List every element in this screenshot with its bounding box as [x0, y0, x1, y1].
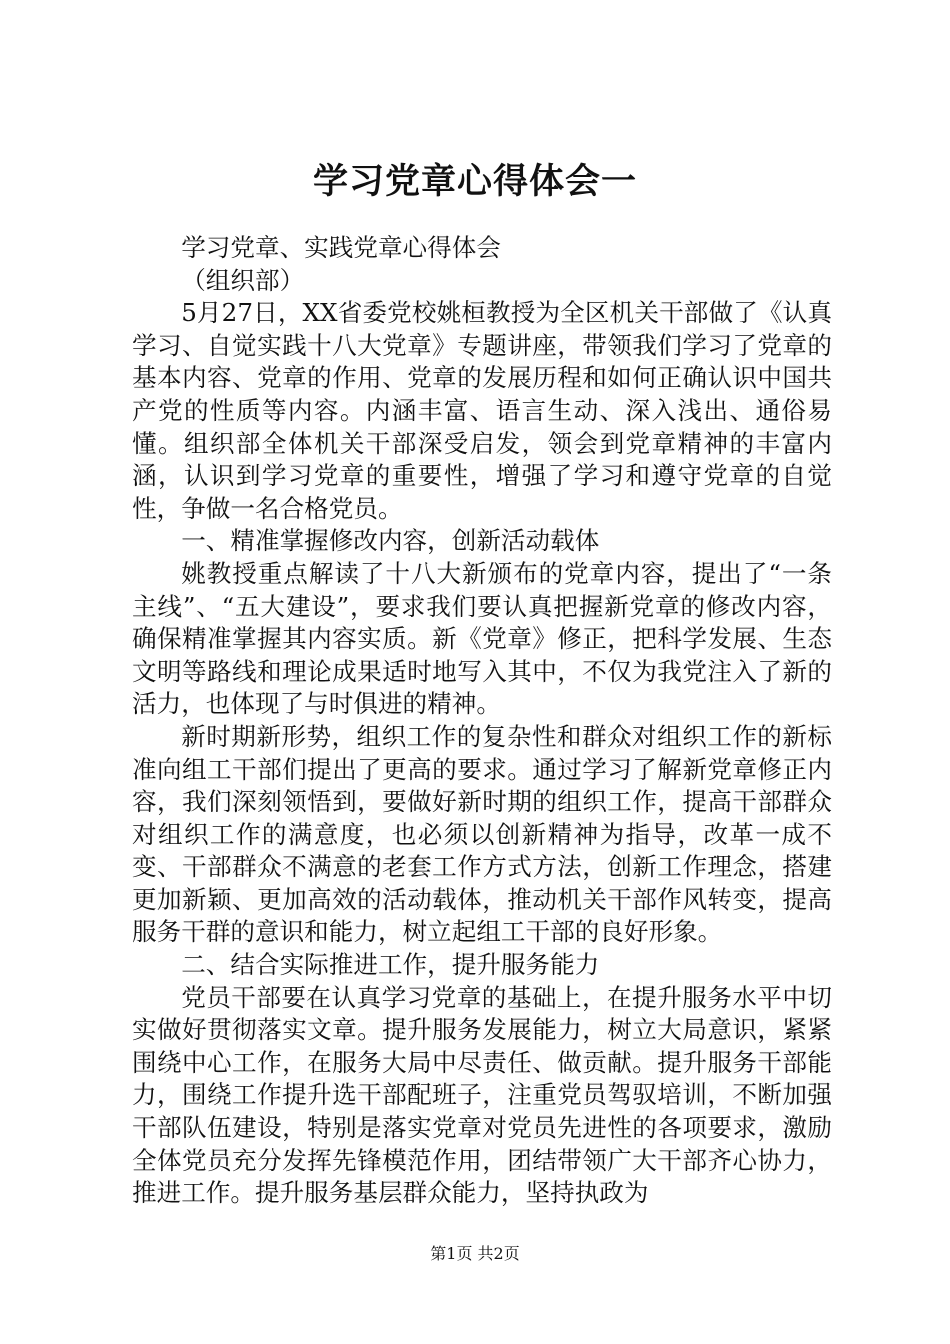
body-paragraph: 党员干部要在认真学习党章的基础上，在提升服务水平中切实做好贯彻落实文章。提升服务发展能力，树立大局意识，紧紧围绕中心工作，在服务大局中尽责任、做贡献。提升服务干部能力，围绕工作提升选干部配班子，注重党员驾驭培训，不断加强干部队伍建设，特别是落实党章对党员先进性的各项要求，激励全体党员充分发挥先锋模范作用，团结带领广大干部齐心协力，推进工作。提升服务基层群众能力，坚持执政为	[132, 982, 832, 1208]
body-paragraph: 姚教授重点解读了十八大新颁布的党章内容，提出了“一条主线”、“五大建设”，要求我们要认真把握新党章的修改内容，确保精准掌握其内容实质。新《党章》修正，把科学发展、生态文明等路线和理论成果适时地写入其中，不仅为我党注入了新的活力，也体现了与时俱进的精神。	[132, 558, 832, 719]
document-body	[132, 232, 832, 1210]
page-footer: 第1页 共2页	[430, 1244, 520, 1263]
department-note: （组织部）	[181, 265, 305, 295]
body-paragraph: 5月27日，XX省委党校姚桓教授为全区机关干部做了《认真学习、自觉实践十八大党章》专题讲座，带领我们学习了党章的基本内容、党章的作用、党章的发展历程和如何正确认识中国共产党的性质等内容。内涵丰富、语言生动、深入浅出、通俗易懂。组织部全体机关干部深受启发，领会到党章精神的丰富内涵，认识到学习党章的重要性，增强了学习和遵守党章的自觉性，争做一名合格党员。	[132, 298, 832, 523]
section-heading-2: 二、结合实际推进工作，提升服务能力	[181, 950, 600, 980]
subtitle: 学习党章、实践党章心得体会	[181, 233, 501, 262]
document-title: 学习党章心得体会一	[312, 161, 637, 202]
body-paragraph: 新时期新形势，组织工作的复杂性和群众对组织工作的新标准向组工干部们提出了更高的要求。通过学习了解新党章修正内容，我们深刻领悟到，要做好新时期的组织工作，提高干部群众对组织工作的满意度，也必须以创新精神为指导，改革一成不变、干部群众不满意的老套工作方式方法，创新工作理念，搭建更加新颖、更加高效的活动载体，推动机关干部作风转变，提高服务干群的意识和能力，树立起组工干部的良好形象。	[132, 721, 832, 947]
section-heading-1: 一、精准掌握修改内容，创新活动载体	[181, 526, 600, 556]
